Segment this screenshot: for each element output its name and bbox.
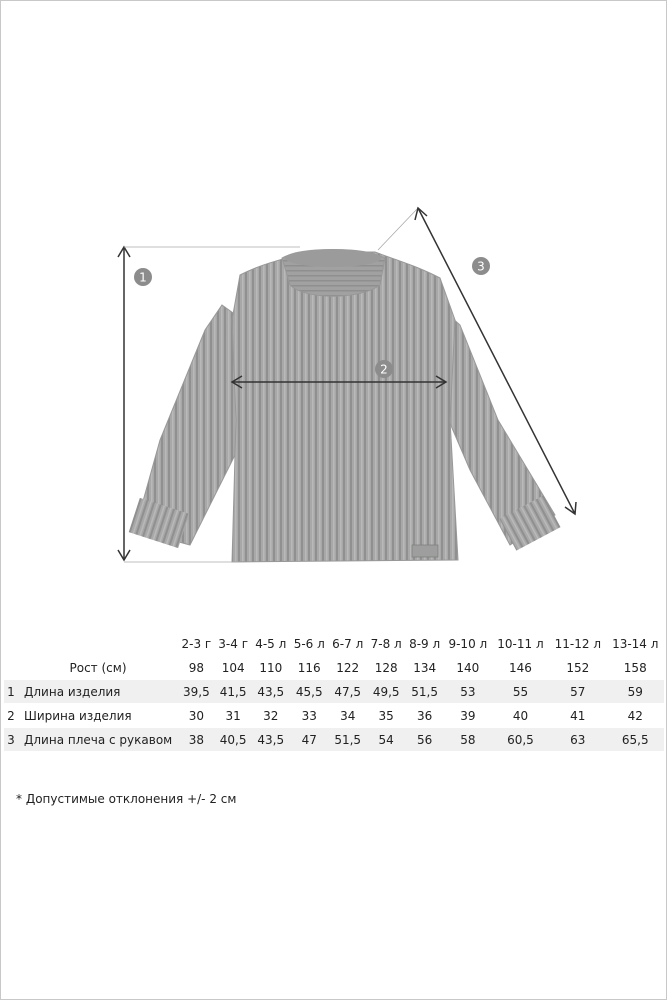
table-row-width bbox=[4, 704, 664, 728]
size-header: 6-7 л bbox=[332, 637, 364, 651]
cell-value: 35 bbox=[378, 708, 394, 723]
badge-3-label: 3 bbox=[477, 259, 485, 274]
row-number: 2 bbox=[7, 708, 15, 723]
cell-value: 54 bbox=[367, 728, 405, 752]
cell-value: 158 bbox=[623, 660, 647, 675]
cell-value: 122 bbox=[336, 660, 360, 675]
cell-value: 146 bbox=[509, 660, 532, 675]
cell-value: 116 bbox=[297, 660, 321, 675]
table-row-shoulder-sleeve bbox=[4, 728, 664, 752]
badge-1-label: 1 bbox=[139, 270, 147, 285]
cell-value: 31 bbox=[225, 708, 241, 723]
badge-2-label: 2 bbox=[380, 362, 388, 377]
collar-opening bbox=[285, 249, 381, 267]
table-row-height bbox=[4, 656, 664, 680]
cell-value: 41,5 bbox=[215, 680, 252, 704]
row-label: Рост (см) bbox=[69, 660, 127, 675]
cell-value: 60,5 bbox=[492, 728, 549, 752]
cell-value: 47 bbox=[290, 728, 328, 752]
cell-value: 51,5 bbox=[405, 680, 443, 704]
cell-value: 63 bbox=[549, 728, 606, 752]
cell-value: 39 bbox=[460, 708, 476, 723]
table-row-length bbox=[4, 680, 664, 704]
cell-value: 128 bbox=[374, 660, 398, 675]
size-header: 10-11 л bbox=[497, 637, 544, 651]
size-header: 4-5 л bbox=[255, 637, 287, 651]
badge-2 bbox=[375, 360, 393, 378]
size-table bbox=[4, 632, 664, 752]
cell-value: 41 bbox=[570, 708, 586, 723]
size-header: 8-9 л bbox=[409, 637, 441, 651]
cell-value: 42 bbox=[627, 708, 643, 723]
size-header: 13-14 л bbox=[612, 637, 659, 651]
size-header: 2-3 г bbox=[181, 637, 212, 651]
badge-3 bbox=[472, 257, 490, 275]
cell-value: 110 bbox=[259, 660, 283, 675]
cell-value: 49,5 bbox=[367, 680, 405, 704]
cell-value: 34 bbox=[340, 708, 356, 723]
hem-label bbox=[412, 545, 438, 557]
cell-value: 98 bbox=[188, 660, 205, 675]
header-num-spacer bbox=[4, 632, 18, 656]
sweater-illustration bbox=[129, 249, 561, 562]
size-header: 5-6 л bbox=[293, 637, 325, 651]
cell-value: 55 bbox=[492, 680, 549, 704]
cell-value: 30 bbox=[188, 708, 205, 723]
row-number: 3 bbox=[4, 728, 18, 752]
cell-value: 39,5 bbox=[178, 680, 215, 704]
row-label: Ширина изделия bbox=[24, 708, 132, 723]
cell-value: 59 bbox=[607, 680, 665, 704]
header-label-spacer bbox=[18, 632, 178, 656]
tolerance-note: * Допустимые отклонения +/- 2 см bbox=[16, 792, 237, 806]
badge-1 bbox=[134, 268, 152, 286]
cell-value: 40 bbox=[512, 708, 529, 723]
cell-value: 152 bbox=[566, 660, 590, 675]
size-header: 9-10 л bbox=[448, 637, 488, 651]
cell-value: 58 bbox=[444, 728, 492, 752]
row-number bbox=[4, 656, 18, 680]
size-header: 7-8 л bbox=[370, 637, 402, 651]
sweater-body bbox=[232, 252, 458, 562]
cell-value: 140 bbox=[456, 660, 480, 675]
size-header: 3-4 г bbox=[218, 637, 248, 651]
cell-value: 65,5 bbox=[607, 728, 665, 752]
cell-value: 51,5 bbox=[328, 728, 366, 752]
size-header-row bbox=[4, 632, 664, 656]
cell-value: 45,5 bbox=[290, 680, 328, 704]
row-label: Длина плеча с рукавом bbox=[18, 728, 178, 752]
size-header: 11-12 л bbox=[554, 637, 601, 651]
cell-value: 104 bbox=[221, 660, 245, 675]
row-label: Длина изделия bbox=[18, 680, 178, 704]
cell-value: 38 bbox=[178, 728, 215, 752]
cell-value: 134 bbox=[413, 660, 437, 675]
cell-value: 36 bbox=[417, 708, 433, 723]
cell-value: 43,5 bbox=[252, 728, 290, 752]
cell-value: 56 bbox=[405, 728, 443, 752]
cell-value: 40,5 bbox=[215, 728, 252, 752]
cell-value: 32 bbox=[263, 708, 279, 723]
row-number: 1 bbox=[4, 680, 18, 704]
cell-value: 57 bbox=[549, 680, 606, 704]
cell-value: 43,5 bbox=[252, 680, 290, 704]
cell-value: 47,5 bbox=[328, 680, 366, 704]
cell-value: 53 bbox=[444, 680, 492, 704]
cell-value: 33 bbox=[301, 708, 317, 723]
